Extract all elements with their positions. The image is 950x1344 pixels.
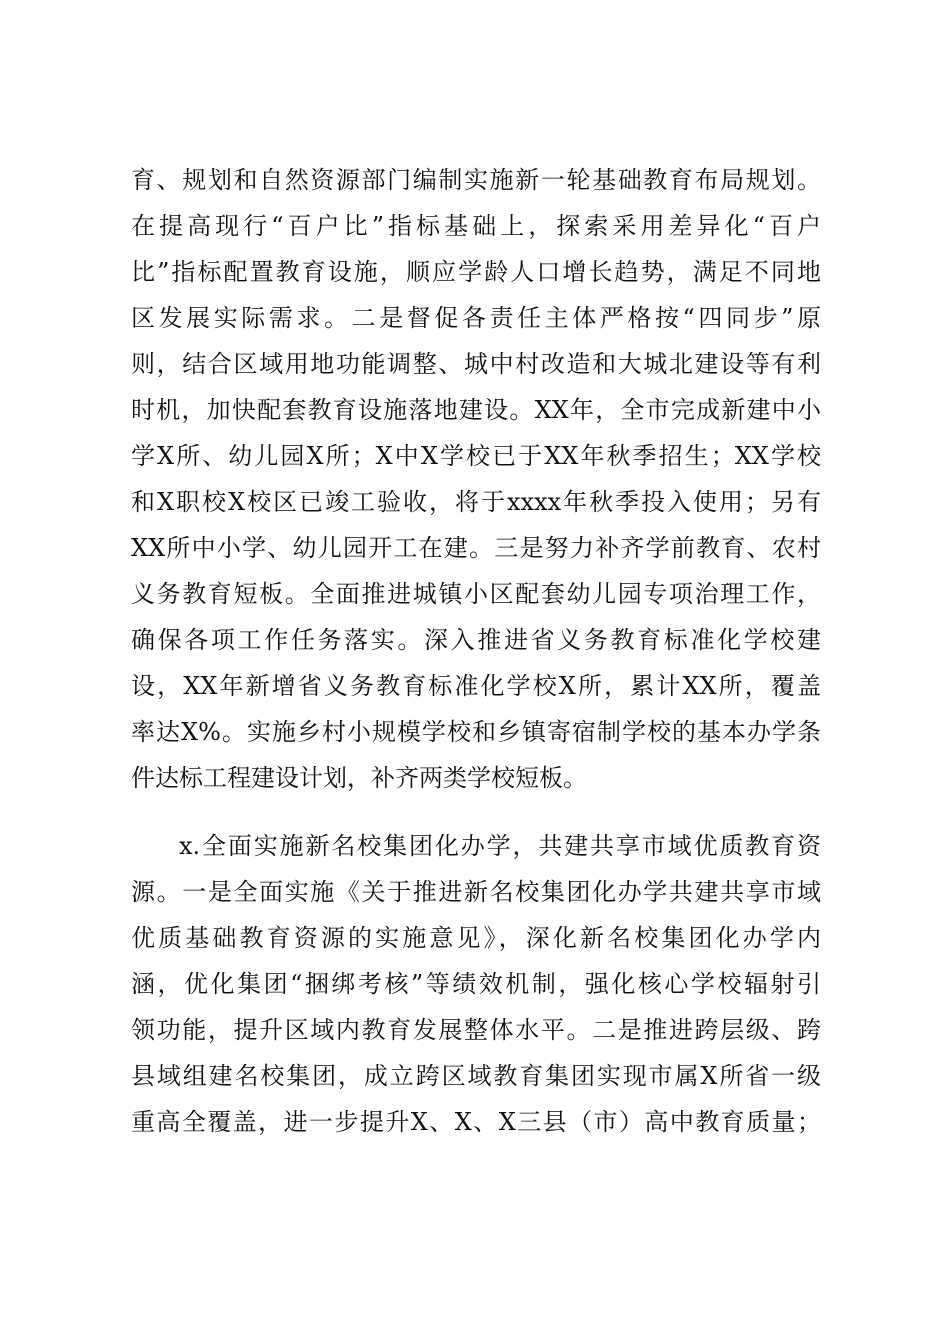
- paragraph-line: 学X所、幼儿园X所；X中X学校已于XX年秋季招生；XX学校: [131, 442, 821, 470]
- paragraph-line: 义务教育短板。全面推进城镇小区配套幼儿园专项治理工作，: [131, 580, 821, 608]
- paragraph-line: XX所中小学、幼儿园开工在建。三是努力补齐学前教育、农村: [131, 534, 821, 562]
- paragraph-line: 率达X%。实施乡村小规模学校和乡镇寄宿制学校的基本办学条: [131, 718, 821, 746]
- paragraph-line: 涵，优化集团“捆绑考核”等绩效机制，强化核心学校辐射引: [131, 970, 821, 998]
- paragraph-line: 重高全覆盖，进一步提升X、X、X三县（市）高中教育质量；: [131, 1108, 821, 1136]
- paragraph-line: 育、规划和自然资源部门编制实施新一轮基础教育布局规划。: [131, 166, 821, 194]
- paragraph-line: 优质基础教育资源的实施意见》，深化新名校集团化办学内: [131, 924, 821, 952]
- paragraph-line: 和X职校X校区已竣工验收，将于xxxx年秋季投入使用；另有: [131, 488, 821, 516]
- paragraph-line: 设，XX年新增省义务教育标准化学校X所，累计XX所，覆盖: [131, 672, 821, 700]
- paragraph-line: 时机，加快配套教育设施落地建设。XX年，全市完成新建中小: [131, 396, 821, 424]
- paragraph-line: 件达标工程建设计划，补齐两类学校短板。: [131, 764, 587, 792]
- paragraph-line: 领功能，提升区域内教育发展整体水平。二是推进跨层级、跨: [131, 1016, 821, 1044]
- paragraph-line: 在提高现行“百户比”指标基础上，探索采用差异化“百户: [131, 212, 821, 240]
- paragraph-line: 比”指标配置教育设施，顺应学龄人口增长趋势，满足不同地: [131, 258, 821, 286]
- paragraph-line: 县域组建名校集团，成立跨区域教育集团实现市属X所省一级: [131, 1062, 821, 1090]
- paragraph-line: 源。一是全面实施《关于推进新名校集团化办学共建共享市域: [131, 878, 821, 906]
- paragraph-line: 确保各项工作任务落实。深入推进省义务教育标准化学校建: [131, 626, 821, 654]
- paragraph-line: 则，结合区域用地功能调整、城中村改造和大城北建设等有利: [131, 350, 821, 378]
- paragraph-line: x.全面实施新名校集团化办学，共建共享市域优质教育资: [179, 832, 821, 860]
- paragraph-line: 区发展实际需求。二是督促各责任主体严格按“四同步”原: [131, 304, 821, 332]
